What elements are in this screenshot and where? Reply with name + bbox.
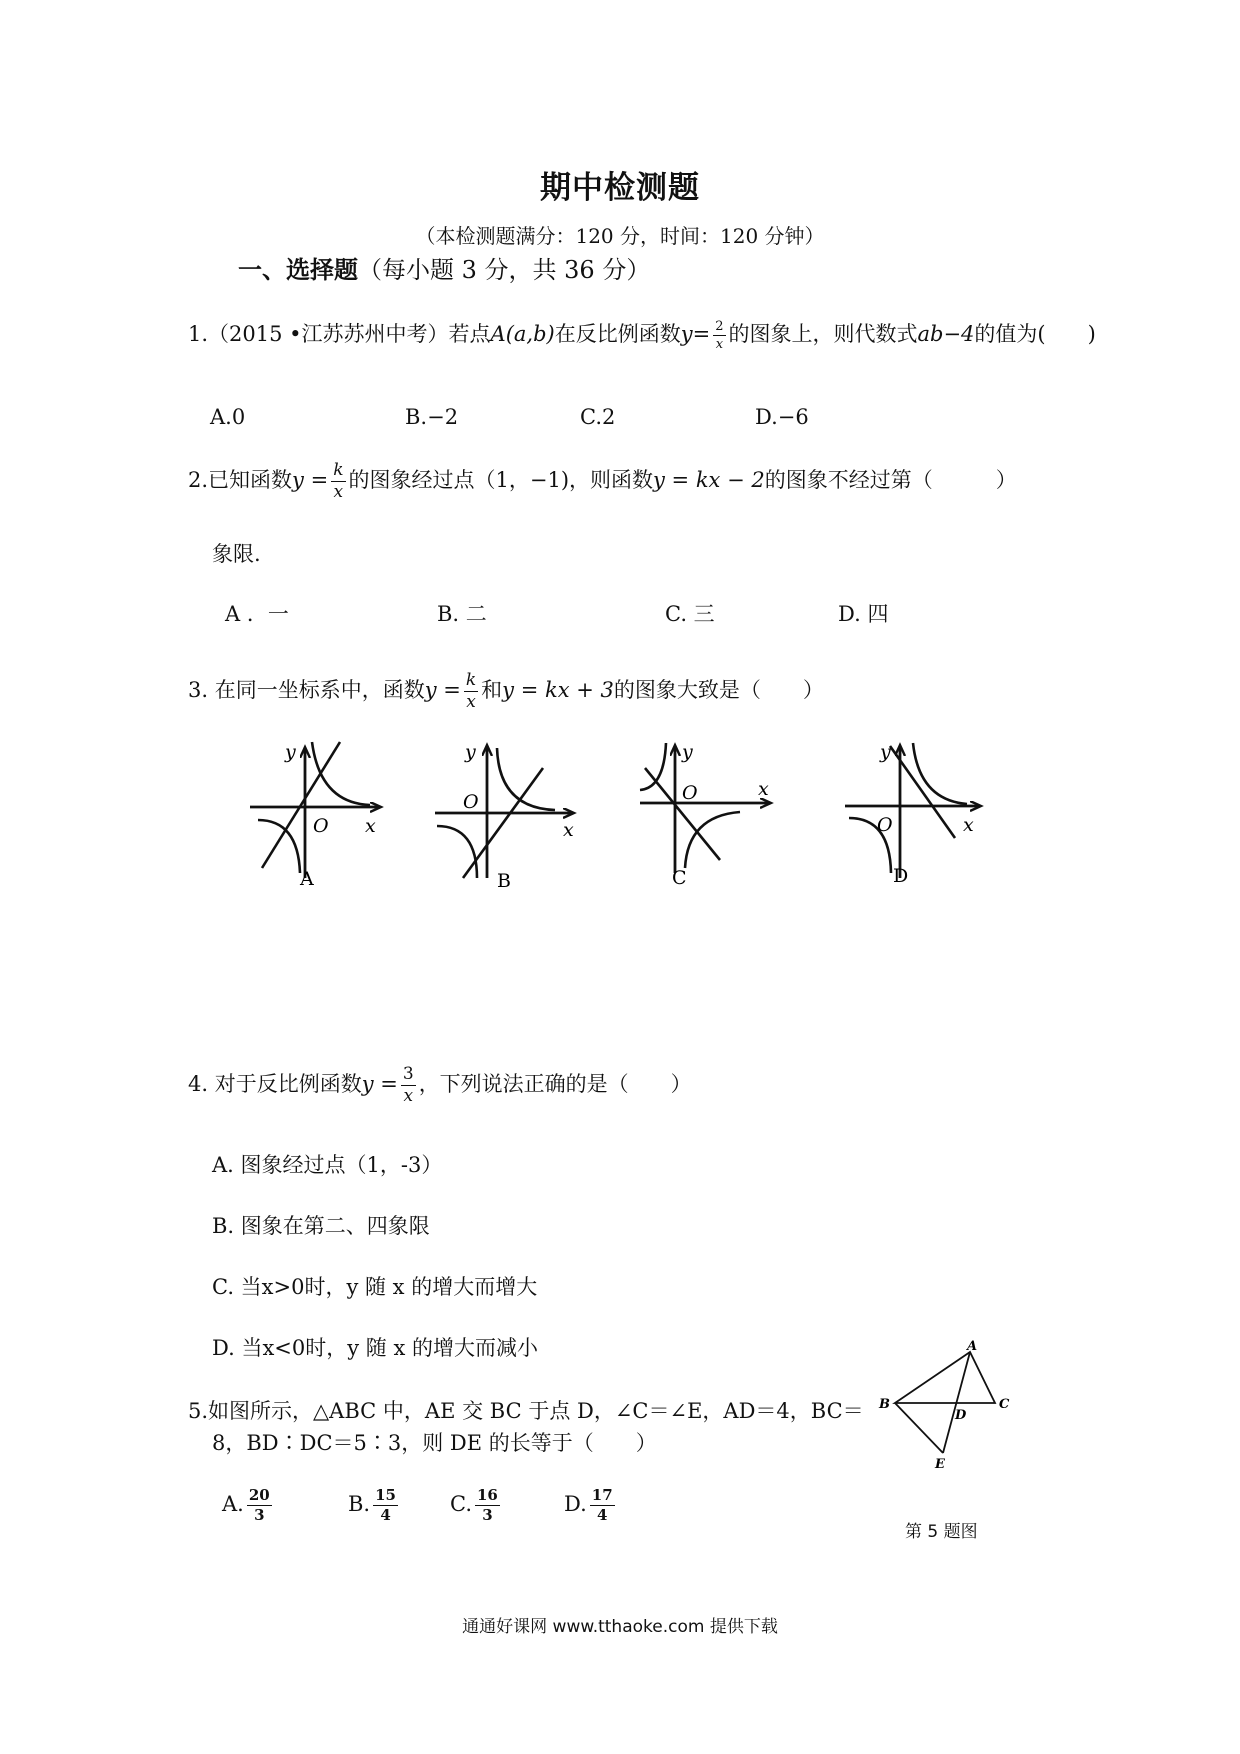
q3-fn2: y = kx + 3 xyxy=(502,678,614,702)
q1-mid: 在反比例函数 xyxy=(554,322,681,346)
vertex-b-label: B xyxy=(879,1397,890,1412)
x-label: x xyxy=(365,815,376,837)
line-graph xyxy=(262,742,340,868)
q5-line2: 8，BD∶DC＝5∶3，则 DE 的长等于（ ） xyxy=(212,1431,657,1455)
line-graph xyxy=(463,768,543,878)
figure-label-d: D xyxy=(893,865,909,887)
graph-option-b xyxy=(435,741,574,892)
x-label: x xyxy=(758,778,769,800)
q2-option-c: C. 三 xyxy=(665,602,715,626)
graph-option-c xyxy=(640,741,770,889)
triangle-abc xyxy=(895,1352,995,1403)
q5-option-a: A. $\frac{20}{3}$ xyxy=(222,1486,270,1524)
q1-mid2: 的图象上，则代数式 xyxy=(728,322,918,346)
q1-fraction: $\frac{2}{x}$ xyxy=(715,319,724,352)
q1-suffix: 的值为( ) xyxy=(974,322,1096,346)
page-footer: 通通好课网 www.tthaoke.com 提供下载 xyxy=(462,1617,778,1637)
hyperbola-branch xyxy=(640,743,666,790)
q5-line1: 5.如图所示，△ABC 中，AE 交 BC 于点 D，∠C＝∠E，AD＝4，BC＝ xyxy=(188,1399,864,1423)
question-2 xyxy=(188,462,1017,501)
y-label: y xyxy=(285,741,296,763)
q5-option-c: C. $\frac{16}{3}$ xyxy=(450,1486,498,1524)
q3-suffix: 的图象大致是（ ） xyxy=(613,678,824,702)
q2-mid: 的图象经过点（1，−1)，则函数 xyxy=(348,468,654,492)
segment-be xyxy=(895,1403,943,1453)
q2-suffix: 的图象不经过第（ ） xyxy=(764,468,1017,492)
q2-fraction: $\frac{k}{x}$ xyxy=(333,460,344,502)
question-3 xyxy=(188,672,824,711)
q4-option-d: D. 当x<0时，y 随 x 的增大而减小 xyxy=(212,1336,538,1360)
q1-option-b: B.−2 xyxy=(405,405,459,429)
q3-figures xyxy=(230,728,1010,898)
q2-option-b: B. 二 xyxy=(437,602,487,626)
q5-figure-caption: 第 5 题图 xyxy=(905,1522,978,1542)
point-e-label: E xyxy=(935,1457,945,1470)
q1-option-a: A.0 xyxy=(210,405,246,429)
q5-option-b: B. $\frac{15}{4}$ xyxy=(348,1486,396,1524)
graph-option-d xyxy=(845,741,980,887)
q1-expr: ab−4 xyxy=(917,322,975,346)
q1-prefix: 1.（2015 •江苏苏州中考）若点 xyxy=(188,322,491,346)
section-heading xyxy=(238,250,650,285)
vertex-c-label: C xyxy=(999,1397,1010,1412)
vertex-a-label: A xyxy=(967,1340,978,1354)
graph-option-a xyxy=(250,741,380,890)
q1-fn-lhs: y= xyxy=(680,322,711,346)
q1-point: A(a,b) xyxy=(490,322,555,346)
x-label: x xyxy=(563,819,574,841)
hyperbola-branch xyxy=(685,812,740,868)
origin-label: O xyxy=(463,791,479,813)
q3-prefix: 3. 在同一坐标系中，函数 xyxy=(188,678,425,702)
origin-label: O xyxy=(877,814,893,836)
hyperbola-branch xyxy=(437,826,477,878)
question-4 xyxy=(188,1066,692,1105)
q2-fn2: y = kx − 2 xyxy=(653,468,765,492)
x-label: x xyxy=(963,814,974,836)
y-label: y xyxy=(465,741,476,763)
q5-option-d: D. $\frac{17}{4}$ xyxy=(564,1486,613,1524)
figure-label-c: C xyxy=(672,867,687,889)
exam-info: （本检测题满分：120 分，时间：120 分钟） xyxy=(415,224,825,248)
q2-fn-lhs: y = xyxy=(292,468,329,492)
q4-fraction: $\frac{3}{x}$ xyxy=(402,1064,414,1106)
question-1 xyxy=(188,318,1096,351)
hyperbola-branch xyxy=(913,743,967,804)
hyperbola-branch xyxy=(497,748,555,810)
q4-option-a: A. 图象经过点（1，-3） xyxy=(212,1153,443,1177)
q4-fn-lhs: y = xyxy=(361,1072,398,1096)
q1-option-c: C.2 xyxy=(580,405,616,429)
section-title: 一、选择题 xyxy=(238,255,358,284)
q4-option-b: B. 图象在第二、四象限 xyxy=(212,1214,430,1238)
q3-fn-lhs: y = xyxy=(424,678,461,702)
figure-label-a: A xyxy=(300,868,314,890)
q2-option-d: D. 四 xyxy=(838,602,889,626)
q2-line2: 象限. xyxy=(212,542,261,566)
origin-label: O xyxy=(682,782,698,804)
q3-fraction: $\frac{k}{x}$ xyxy=(465,670,477,712)
q2-prefix: 2.已知函数 xyxy=(188,468,293,492)
q1-option-d: D.−6 xyxy=(755,405,809,429)
section-note: （每小题 3 分，共 36 分） xyxy=(358,256,651,284)
q4-prefix: 4. 对于反比例函数 xyxy=(188,1072,362,1096)
figure-label-b: B xyxy=(497,870,511,892)
y-label: y xyxy=(880,741,891,763)
q4-suffix: ，下列说法正确的是（ ） xyxy=(418,1072,692,1096)
q4-option-c: C. 当x>0时，y 随 x 的增大而增大 xyxy=(212,1275,538,1299)
point-d-label: D xyxy=(955,1408,967,1423)
q2-option-a: A ．一 xyxy=(225,602,289,626)
origin-label: O xyxy=(313,815,329,837)
q5-figure xyxy=(875,1340,1025,1470)
y-label: y xyxy=(682,741,693,763)
q3-mid: 和 xyxy=(481,678,503,702)
page-title: 期中检测题 xyxy=(540,170,700,206)
